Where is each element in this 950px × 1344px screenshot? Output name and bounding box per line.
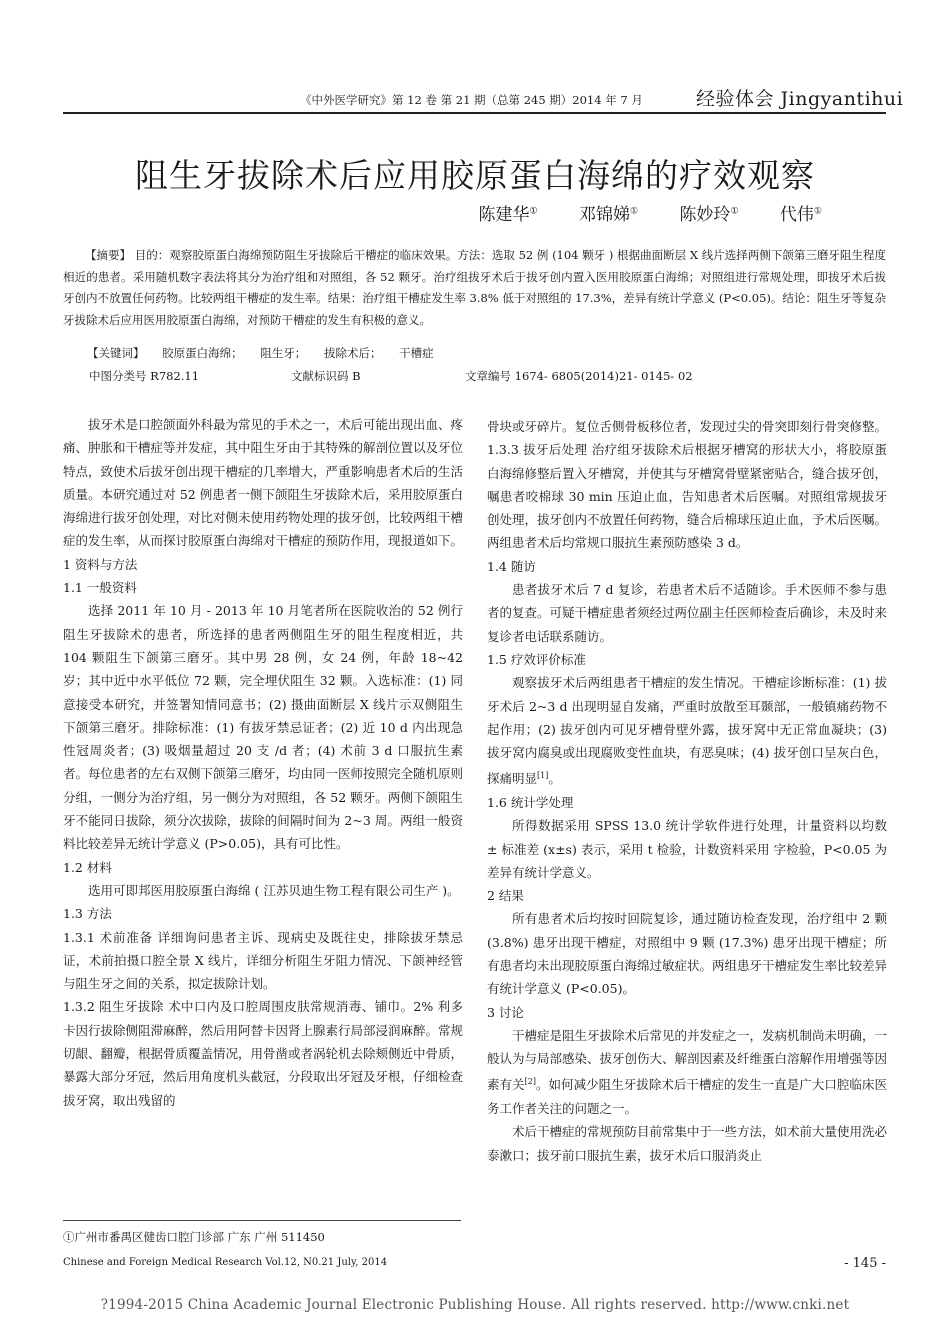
author-name: 代伟 (779, 205, 814, 225)
author-list (442, 200, 822, 225)
journal-header: 《中外医学研究》第 12 卷 第 21 期（总第 245 期）2014 年 7 月 (300, 93, 643, 107)
clc-number: 中图分类号 R782.11 (89, 369, 200, 383)
body-paragraph: 1.3.2 阻生牙拔除 术中口内及口腔周围皮肤常规消毒、铺巾。2% 利多卡因行拔除侧阻滞麻醉，然后用阿替卡因肾上腺素行局部浸润麻醉。常规切龈、翻瓣，根据骨质覆盖情况，用骨凿或者涡轮机去除颊侧近中骨质，暴露大部分牙冠，然后用角度机头截冠，分段取出牙冠及牙根，仔细检查拔牙窝，取出残留的 (63, 999, 464, 1108)
body-paragraph: 骨块或牙碎片。复位舌侧骨板移位者，发现过尖的骨突即刻行骨突修整。 (487, 419, 888, 434)
body-paragraph: 1.3.3 拔牙后处理 治疗组牙拔除术后根据牙槽窝的形状大小，将胶原蛋白海绵修整后置入牙槽窝，并使其与牙槽窝骨壁紧密贴合，缝合拔牙创，嘱患者咬棉球 30 min 压迫止血，告知患者术后医嘱。对照组常规拔牙创处理，拔牙创内不放置任何药物，缝合后棉球压迫止血，予术后医嘱。两组患者术后均常规口服抗生素预防感染 3 d。 (487, 442, 888, 551)
section-heading: 1.4 随访 (487, 558, 536, 574)
article-title: 阻生牙拔除术后应用胶原蛋白海绵的疗效观察 (135, 156, 815, 195)
keyword: 干槽症 (399, 346, 434, 360)
keyword: 阻生牙； (260, 346, 307, 360)
affiliation-mark: ① (813, 206, 822, 217)
affiliation-mark: ① (629, 206, 639, 217)
document-code: 文献标识码 B (291, 369, 361, 383)
footnote-rule (63, 1220, 461, 1221)
section-heading: 1.3 方法 (63, 906, 112, 922)
author (762, 205, 822, 225)
body-paragraph: 患者拔牙术后 7 d 复诊，若患者术后不适随诊。手术医师不参与患者的复查。可疑干槽症患者须经过两位副主任医师检查后确诊，未及时来复诊者电话联系随访。 (487, 582, 888, 644)
section-heading: 1.1 一般资料 (63, 580, 137, 596)
section-heading: 3 讨论 (487, 1004, 524, 1020)
affiliation-mark: ① (529, 206, 538, 217)
section-heading: 1.5 疗效评价标准 (487, 651, 586, 667)
body-paragraph: 术后干槽症的常规预防目前常集中于一些方法，如术前大量使用洗必泰漱口；拔牙前口服抗生素，拔牙术后口服消炎止 (487, 1124, 888, 1163)
keywords (63, 343, 886, 363)
header-rule (63, 112, 886, 114)
body-paragraph: 拔牙术是口腔颌面外科最为常见的手术之一，术后可能出现出血、疼痛、肿胀和干槽症等并发症，其中阻生牙由于其特殊的解剖位置以及牙位特点，致使术后拔牙创出现干槽症的几率增大，严重影响患者术后的生活质量。本研究通过对 52 例患者一侧下颌阻生牙拔除术后，采用胶原蛋白海绵进行拔牙创处理，对比对侧未使用药物处理的拔牙创，比较两组干槽症的发生率，从而探讨胶原蛋白海绵对干槽症的预防作用，现报道如下。 (63, 417, 464, 549)
section-label: 经验体会 Jingyantihui (696, 88, 904, 110)
citation-mark: [1] (537, 771, 549, 781)
affiliation-footnote: ①广州市番禺区健齿口腔门诊部 广东 广州 511450 (63, 1230, 325, 1244)
copyright-line: ?1994-2015 China Academic Journal Electronic Publishing House. All rights reserved. http://www.cnki.net (100, 1297, 850, 1313)
keyword: 拔除术后； (323, 346, 382, 360)
body-paragraph (487, 1024, 887, 1120)
article-number: 文章编号 1674- 6805(2014)21- 0145- 02 (465, 369, 693, 383)
page-number: - 145 - (844, 1256, 886, 1271)
body-column-right (487, 415, 887, 1167)
keywords-label: 【关键词】 (87, 346, 145, 360)
section-heading: 1 资料与方法 (63, 556, 138, 572)
body-paragraph: 选择 2011 年 10 月 - 2013 年 10 月笔者所在医院收治的 52 例行阻生牙拔除术的患者，所选择的患者两侧阻生牙的阻生程度相近，共 104 颗阻生下颌第三磨牙。其中男 28 例，女 24 例，年龄 18~42 岁；其中近中水平低位 72 颗，完全埋伏阻生 32 颗。入选标准：(1) 同意接受本研究，并签署知情同意书；(2) 摄曲面断层 X 线片示双侧阻生下颌第三磨牙。排除标准：(1) 有拔牙禁忌证者；(2) 近 10 d 内出现急性冠周炎者；(3) 吸烟量超过 20 支 /d 者；(4) 术前 3 d 口服抗生素者。每位患者的左右双侧下颌第三磨牙，均由同一医师按照完全随机原则分组，一侧分为治疗组，另一侧分为对照组，各 52 颗牙。两侧下颌阻生牙不能同日拔除，须分次拔除，拔除的间隔时间为 2~3 周。两组一般资料比较差异无统计学意义 (P>0.05)，具有可比性。 (63, 603, 464, 852)
section-heading: 2 结果 (487, 888, 524, 904)
keyword: 胶原蛋白海绵； (162, 346, 243, 360)
author (561, 205, 638, 225)
body-paragraph (487, 671, 887, 791)
abstract: 【摘要】 目的：观察胶原蛋白海绵预防阻生牙拔除后干槽症的临床效果。方法：选取 52 例 (104 颗牙 ) 根据曲面断层 X 线片选择两侧下颌第三磨牙阻生程度相近的患者。采用随机数字表法将其分为治疗组和对照组，各 52 颗牙。治疗组拔牙术后于拔牙创内置入医用胶原蛋白海绵；对照组进行常规处理，即拔牙术后拔牙创内不放置任何药物。比较两组干槽症的发生率。结果：治疗组干槽症发生率 3.8% 低于对照组的 17.3%，差异有统计学意义 (P<0.05)。结论：阻生牙等复杂牙拔除术后应用医用胶原蛋白海绵，对预防干槽症的发生有积极的意义。 (63, 248, 886, 327)
author-name: 陈妙玲 (679, 205, 731, 225)
paragraph-tail: 。 (548, 771, 561, 787)
footer-journal: Chinese and Foreign Medical Research Vol.12, N0.21 July, 2014 (63, 1257, 388, 1268)
paragraph-text: 观察拔牙术后两组患者干槽症的发生情况。干槽症诊断标准：(1) 拔牙术后 2~3 d 出现明显自发痛，严重时放散至耳颞部，一般镇痛药物不起作用；(2) 拔牙创内可见牙槽骨壁外露，拔牙窝中无正常血凝块；(3) 拔牙窝内腐臭或出现腐败变性血块，有恶臭味；(4) 拔牙创口呈灰白色，探痛明显 (487, 675, 887, 787)
author-name: 陈建华 (478, 205, 530, 225)
paragraph-text: 干槽症是阻生牙拔除术后常见的并发症之一，发病机制尚未明确，一般认为与局部感染、拔牙创伤大、解剖因素及纤维蛋白溶解作用增强等因素有关 (487, 1027, 888, 1093)
author (460, 205, 537, 225)
citation-mark: [2] (524, 1077, 536, 1087)
body-paragraph: 所有患者术后均按时回院复诊，通过随访检查发现，治疗组中 2 颗 (3.8%) 患牙出现干槽症，对照组中 9 颗 (17.3%) 患牙出现干槽症；所有患者均未出现胶原蛋白海绵过敏症状。两组患牙干槽症发生率比较差异有统计学意义 (P<0.05)。 (487, 911, 888, 997)
body-column-left (63, 413, 463, 1112)
author (661, 205, 738, 225)
body-paragraph: 选用可即邦医用胶原蛋白海绵 ( 江苏贝迪生物工程有限公司生产 )。 (88, 882, 460, 898)
body-paragraph: 1.3.1 术前准备 详细询问患者主诉、现病史及既往史，排除拔牙禁忌证，术前拍摄口腔全景 X 线片，详细分析阻生牙阻力情况、下颌神经管与阻生牙之间的关系，拟定拔除计划。 (63, 929, 463, 992)
section-heading: 1.6 统计学处理 (487, 794, 574, 810)
body-paragraph: 所得数据采用 SPSS 13.0 统计学软件进行处理，计量资料以均数 ± 标准差 (x±s) 表示，采用 t 检验，计数资料采用 字检验，P<0.05 为差异有统计学意义。 (487, 818, 887, 880)
author-name: 邓锦娣 (578, 205, 630, 225)
affiliation-mark: ① (730, 206, 739, 217)
paragraph-tail: 。如何减少阻生牙拔除术后干槽症的发生一直是广大口腔临床医务工作者关注的问题之一。 (487, 1077, 887, 1116)
section-heading: 1.2 材料 (63, 859, 112, 875)
